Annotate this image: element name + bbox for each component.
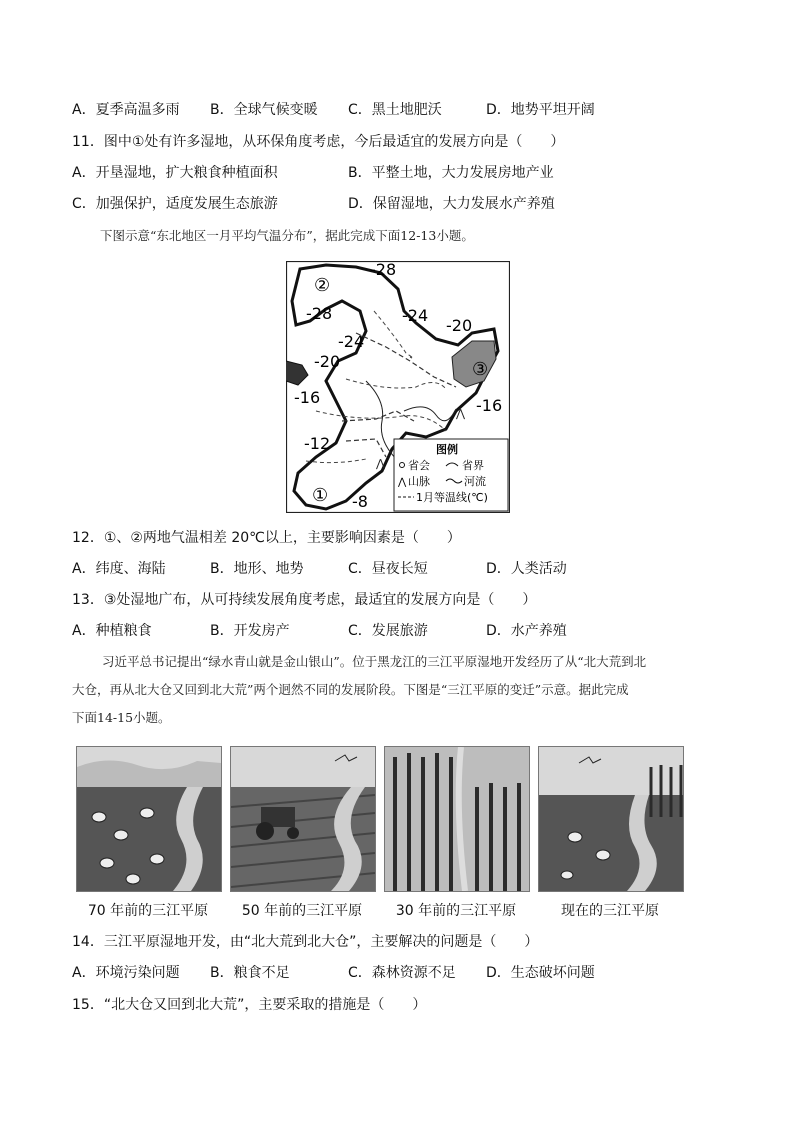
stage-caption-30-years-ago: 30 年前的三江平原 (395, 903, 517, 919)
stage-image-50-years-ago (230, 746, 376, 892)
map-legend (394, 439, 508, 511)
q11-option-c[interactable]: C．加强保护，适度发展生态旅游 (72, 196, 278, 212)
sanjiang-intro (72, 648, 732, 732)
q12-option-d[interactable]: D．人类活动 (486, 561, 567, 577)
q14-option-b[interactable]: B．粮食不足 (210, 965, 290, 981)
legend-river: 河流 (464, 475, 486, 488)
legend-mountain: 山脉 (408, 475, 430, 488)
q10-option-b[interactable]: B．全球气候变暖 (210, 102, 318, 118)
stage-caption-now: 现在的三江平原 (561, 903, 659, 919)
map-intro: 下图示意“东北地区一月平均气温分布”，据此完成下面12-13小题。 (100, 228, 474, 243)
q12-option-b[interactable]: B．地形、地势 (210, 561, 304, 577)
crops-illustration (385, 747, 529, 891)
legend-boundary: 省界 (462, 459, 484, 472)
q11-option-a[interactable]: A．开垦湿地，扩大粮食种植面积 (72, 165, 278, 181)
map-svg (286, 261, 510, 513)
tractor-illustration (231, 747, 375, 891)
isotherm-label: -12 (304, 434, 331, 453)
q15-stem: 15．“北大仓又回到北大荒”，主要采取的措施是（ ） (72, 997, 427, 1013)
isotherm-label: -16 (294, 388, 321, 407)
q13-option-a[interactable]: A．种植粮食 (72, 623, 152, 639)
q12-option-c[interactable]: C．昼夜长短 (348, 561, 428, 577)
stage-caption-70-years-ago: 70 年前的三江平原 (87, 903, 209, 919)
stage-image-70-years-ago (76, 746, 222, 892)
q12-stem: 12．①、②两地气温相差 20℃以上，主要影响因素是（ ） (72, 530, 461, 546)
q10-option-a[interactable]: A．夏季高温多雨 (72, 102, 180, 118)
legend-capital: 省会 (408, 459, 430, 472)
isotherm-label: -24 (338, 332, 365, 351)
isotherm-label: -24 (402, 306, 429, 325)
q13-stem: 13．③处湿地广布，从可持续发展角度考虑，最适宜的发展方向是（ ） (72, 592, 537, 608)
stage-caption-50-years-ago: 50 年前的三江平原 (241, 903, 363, 919)
q14-option-c[interactable]: C．森林资源不足 (348, 965, 456, 981)
isotherm-label: -16 (476, 396, 503, 415)
q10-option-d[interactable]: D．地势平坦开阔 (486, 102, 595, 118)
isotherm-label: -20 (314, 352, 341, 371)
q13-option-c[interactable]: C．发展旅游 (348, 623, 428, 639)
isotherm-label: -28 (370, 261, 397, 279)
site-label-3: ③ (472, 359, 489, 380)
svg-text:⋀: ⋀ (456, 407, 466, 420)
site-label-1: ① (312, 485, 329, 506)
q14-stem: 14．三江平原湿地开发，由“北大荒到北大仓”，主要解决的问题是（ ） (72, 934, 539, 950)
isotherm-label: -20 (446, 316, 473, 335)
svg-text:⋀: ⋀ (376, 457, 386, 470)
svg-text:⋀: ⋀ (398, 477, 407, 488)
q14-option-a[interactable]: A．环境污染问题 (72, 965, 180, 981)
q11-stem: 11．图中①处有许多湿地，从环保角度考虑，今后最适宜的发展方向是（ ） (72, 134, 565, 150)
stage-image-30-years-ago (384, 746, 530, 892)
q14-option-d[interactable]: D．生态破坏问题 (486, 965, 595, 981)
q10-option-c[interactable]: C．黑土地肥沃 (348, 102, 442, 118)
q11-option-d[interactable]: D．保留湿地，大力发展水产养殖 (348, 196, 555, 212)
site-label-2: ② (314, 275, 331, 296)
legend-isotherm: 1月等温线(℃) (416, 491, 488, 504)
q13-option-b[interactable]: B．开发房产 (210, 623, 290, 639)
isotherm-label: -28 (306, 304, 333, 323)
sanjiang-intro-line-2: 大仓，再从北大仓又回到北大荒”两个迥然不同的发展阶段。下图是“三江平原的变迁”示意。据此完成 (72, 682, 629, 697)
q13-option-d[interactable]: D．水产养殖 (486, 623, 567, 639)
wetland-cranes-illustration (77, 747, 221, 891)
restored-wetland-illustration (539, 747, 683, 891)
northeast-temperature-map (286, 261, 510, 513)
isotherm-label: -8 (352, 492, 368, 511)
stage-image-now (538, 746, 684, 892)
sanjiang-intro-line-3: 下面14-15小题。 (72, 710, 171, 725)
q11-option-b[interactable]: B．平整土地，大力发展房地产业 (348, 165, 554, 181)
sanjiang-intro-line-1: 习近平总书记提出“绿水青山就是金山银山”。位于黑龙江的三江平原湿地开发经历了从“北大荒到北 (102, 654, 647, 669)
q12-option-a[interactable]: A．纬度、海陆 (72, 561, 166, 577)
legend-title: 图例 (436, 443, 458, 456)
